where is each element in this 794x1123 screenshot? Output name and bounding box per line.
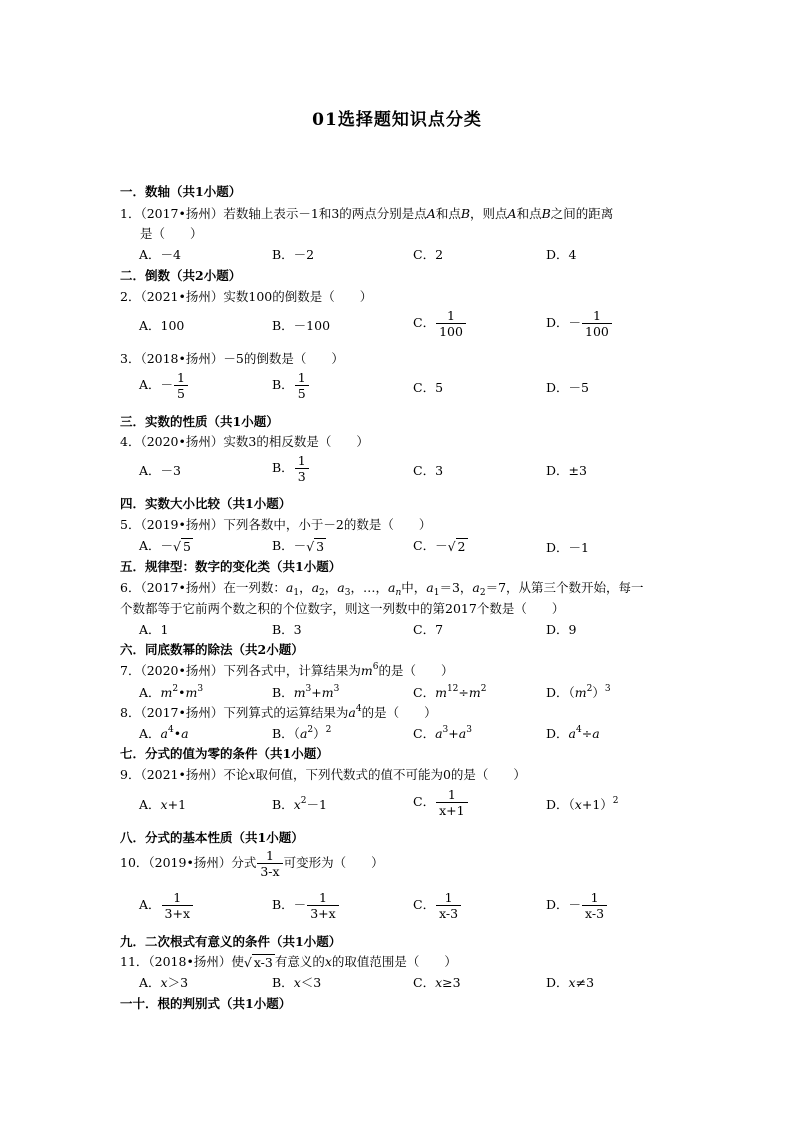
question-5: 5．（2019•扬州）下列各数中，小于－2的数是（ ） [120, 517, 432, 532]
option-b: B．3 [272, 622, 302, 637]
question-6-cont: 个数都等于它前两个数之积的个位数字，则这一列数中的第2017个数是（ ） [120, 601, 565, 616]
section-heading: 六．同底数幂的除法（共2小题） [120, 642, 304, 657]
option-a: A．x+1 [139, 797, 187, 812]
option-d: D．x≠3 [546, 975, 595, 990]
question-3: 3．（2018•扬州）－5的倒数是（ ） [120, 351, 344, 366]
option-b: B．－2 [272, 247, 315, 262]
question-1: 1．（2017•扬州）若数轴上表示－1和3的两点分别是点A和点B，则点A和点B之间的距离 [120, 206, 614, 221]
option-d: D．9 [546, 622, 577, 637]
option-a: A．－√ 5 [139, 538, 191, 554]
option-a: A．－4 [139, 247, 181, 262]
page-title: 01选择题知识点分类 [312, 110, 482, 130]
option-c: C．x≥3 [413, 975, 461, 990]
option-d: D．－1 [546, 540, 589, 555]
option-d: D．$(x+1)^2$ [546, 796, 619, 812]
option-b: B． $\frac{1}{5}$ [272, 370, 310, 401]
option-b: B．－ $\frac{1}{3+x}$ [272, 890, 340, 921]
option-c: C．2 [413, 247, 444, 262]
option-c: C． $\frac{1}{100}$ [413, 308, 467, 339]
option-d: D．－ $\frac{1}{x-3}$ [546, 890, 608, 921]
option-a: A．$m^2•m^3$ [139, 684, 204, 700]
section-heading: 二．倒数（共2小题） [120, 268, 242, 283]
section-heading: 三．实数的性质（共1小题） [120, 414, 279, 429]
question-11: 11．（2018•扬州）使√ x-3 有意义的x的取值范围是（ ） [120, 954, 457, 970]
option-c: C． $\frac{1}{x+1}$ [413, 787, 469, 818]
option-c: C．7 [413, 622, 444, 637]
question-9: 9．（2021•扬州）不论x取何值，下列代数式的值不可能为0的是（ ） [120, 767, 526, 782]
section-heading: 九．二次根式有意义的条件（共1小题） [120, 934, 342, 949]
option-a: A．$a^4•a$ [139, 725, 189, 741]
option-a: A． $\frac{1}{3+x}$ [139, 890, 194, 921]
option-a: A．－3 [139, 463, 181, 478]
section-heading: 四．实数大小比较（共1小题） [120, 496, 292, 511]
question-10: 10．（2019•扬州）分式 $\frac{1}{3-x}$ 可变形为（ ） [120, 848, 384, 879]
option-d: D．±3 [546, 463, 587, 478]
option-d: D．4 [546, 247, 577, 262]
option-d: D．－ $\frac{1}{100}$ [546, 308, 613, 339]
option-d: D．$(m^2)^3$ [546, 684, 611, 700]
option-b: B． $\frac{1}{3}$ [272, 453, 310, 484]
question-2: 2．（2021•扬州）实数100的倒数是（ ） [120, 289, 373, 304]
question-6: 6．（2017•扬州）在一列数：$a_1$，$a_2$，$a_3$，…，$a_n$中，$a_1=3$，$a_2=7$，从第三个数开始，每一 [120, 580, 644, 598]
question-7: 7．（2020•扬州）下列各式中，计算结果为$m^6$的是（ ） [120, 662, 454, 678]
question-1-cont: 是（ ） [140, 226, 203, 241]
option-b: B．$m^3+m^3$ [272, 684, 340, 700]
option-c: C．－√ 2 [413, 538, 466, 554]
option-c: C．3 [413, 463, 444, 478]
option-d: D．－5 [546, 380, 589, 395]
option-b: B．$(a^2)^2$ [272, 725, 332, 741]
question-8: 8．（2017•扬州）下列算式的运算结果为$a^4$的是（ ） [120, 704, 437, 720]
question-4: 4．（2020•扬州）实数3的相反数是（ ） [120, 434, 369, 449]
option-d: D．$a^4\div a$ [546, 725, 600, 741]
option-c: C．$m^{12}\div m^2$ [413, 684, 487, 700]
option-a: A．1 [139, 622, 169, 637]
option-a: A．－ $\frac{1}{5}$ [139, 370, 189, 401]
section-heading: 一十．根的判别式（共1小题） [120, 996, 292, 1011]
option-b: B．－√ 3 [272, 538, 325, 554]
section-heading: 八．分式的基本性质（共1小题） [120, 830, 304, 845]
section-heading: 五．规律型：数字的变化类（共1小题） [120, 559, 342, 574]
option-b: B．x＜3 [272, 975, 322, 990]
option-c: C．5 [413, 380, 444, 395]
option-a: A．x＞3 [139, 975, 189, 990]
option-c: C．$a^3+a^3$ [413, 725, 472, 741]
section-heading: 七．分式的值为零的条件（共1小题） [120, 746, 329, 761]
option-b: B．－100 [272, 318, 331, 333]
section-heading: 一．数轴（共1小题） [120, 184, 242, 199]
option-c: C． $\frac{1}{x-3}$ [413, 890, 462, 921]
option-b: B．$x^2-1$ [272, 796, 327, 812]
option-a: A．100 [139, 318, 185, 333]
